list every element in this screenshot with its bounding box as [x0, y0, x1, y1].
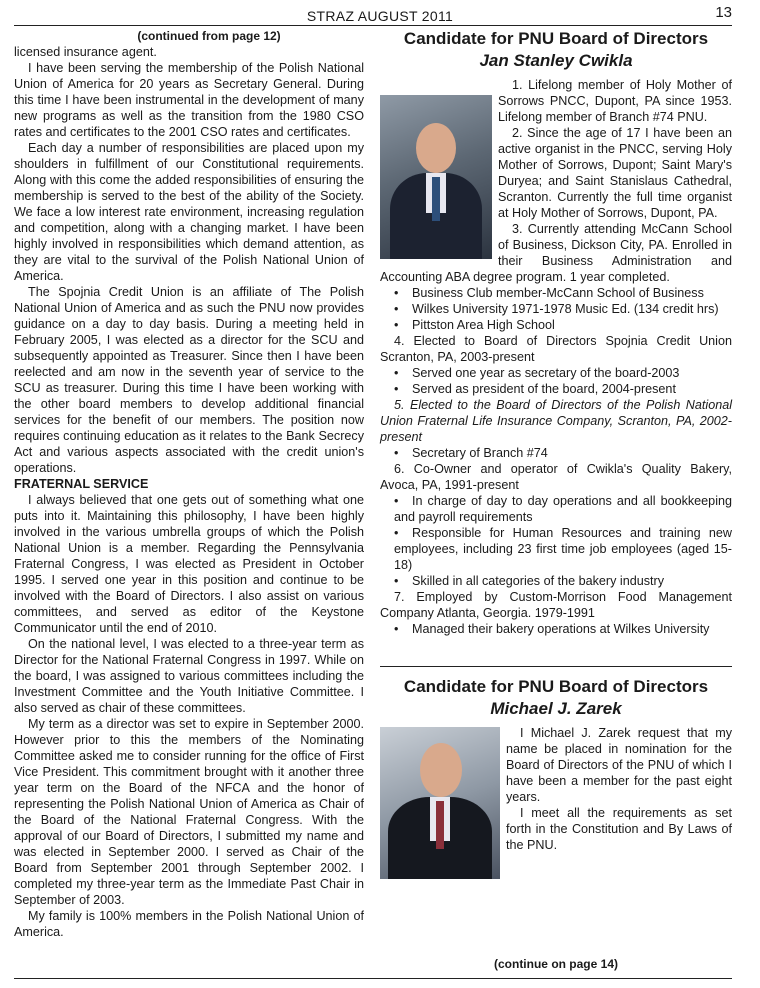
bullet-item: • Managed their bakery operations at Wilkes University [394, 622, 710, 636]
newspaper-header-title: STRAZ AUGUST 2011 [306, 8, 454, 24]
paragraph: The Spojnia Credit Union is an affiliate of The Polish National Union of America and as such the PNU now provides guidance on a day to day basis. During a meeting held in February 2005, I was elected as a director for the SCU and subsequently appointed as Treasurer. Since then I have been reelected and am now in the seventh year of service to the SCU as treasurer. During this time I have been working with the other board members to develop additional financial services for the benefit of our members. The position now requires continuing education as it relates to the Bank Secrecy Act and various aspects associated with the credit union's operations. [14, 285, 364, 475]
bullet-item: • Skilled in all categories of the bakery industry [394, 574, 665, 588]
candidate-photo-zarek [380, 727, 500, 879]
paragraph: My family is 100% members in the Polish National Union of America. [14, 909, 364, 939]
bullet-item: • Pittston Area High School [394, 318, 555, 332]
left-column-article [14, 28, 364, 940]
candidate-heading: Candidate for PNU Board of Directors [403, 29, 709, 48]
candidate-zarek-section [380, 676, 732, 881]
list-item: 5. Elected to the Board of Directors of the Polish National Union Fraternal Life Insurance Company, Scranton, PA, 2002-present [380, 398, 732, 444]
bullet-item: • Responsible for Human Resources and training new employees, including 23 first time job employees (aged 15-18) [394, 526, 732, 572]
paragraph: On the national level, I was elected to a three-year term as Director for the National Fraternal Congress in 1997. While on the board, I was assigned to various committees including the Investment Committee and the Youth Initiative Committee. I also served as chair of these committees. [14, 637, 364, 715]
paragraph: Each day a number of responsibilities are placed upon my shoulders in fulfillment of our Constitutional requirements. Along with this come the added responsibilities of ensuring the membership is served to the best of the ability of the Society. We face a low interest rate environment, increasing regulation and competition, along with a changing market. I have been highly involved in responsibilities which demand attention, as they are vital to the survival of the Polish National Union of America. [14, 141, 364, 283]
candidate-name: Jan Stanley Cwikla [479, 51, 633, 70]
paragraph: I always believed that one gets out of something what one puts into it. Maintaining this philosophy, I have been highly involved in the various umbrella groups of which the Polish National Union is a member. Regarding the Pennsylvania Fraternal Congress, I was elected as President in October 1995. I served one year in this position and continue to be involved with the Board of Directors. I also assist on various committees, and served as editor of the Keystone Communicator until the end of 2010. [14, 493, 364, 635]
tie-shape [436, 801, 444, 849]
candidate-heading: Candidate for PNU Board of Directors [403, 677, 709, 696]
head-shape [420, 743, 462, 797]
bullet-item: • Wilkes University 1971-1978 Music Ed. (134 credit hrs) [394, 302, 719, 316]
list-item: 4. Elected to Board of Directors Spojnia Credit Union Scranton, PA, 2003-present [380, 334, 732, 364]
header-rule [14, 25, 732, 26]
bullet-item: • Served one year as secretary of the board-2003 [394, 366, 680, 380]
paragraph: I Michael J. Zarek request that my name be placed in nomination for the Board of Directors of the PNU of which I have been a member for the past eight years. [506, 726, 732, 804]
page-number: 13 [715, 4, 732, 21]
paragraph [380, 77, 732, 125]
tie-shape [432, 177, 440, 221]
list-item: 2. Since the age of 17 I have been an active organist in the PNCC, serving Holy Mother of Sorrows, Dupont; Saint Mary's Duryea; and Saint Stanislaus Cathedral, Scranton. Currently the full time organist at Holy Mother of Sorrows, Dupont, PA. [498, 126, 732, 220]
bullet-item: • Served as president of the board, 2004-present [394, 382, 676, 396]
paragraph: I meet all the requirements as set forth in the Constitution and By Laws of the PNU. [506, 806, 732, 852]
section-divider [380, 666, 732, 667]
section-heading: FRATERNAL SERVICE [14, 477, 149, 491]
candidate-photo-cwikla [380, 95, 492, 259]
candidate-cwikla-section [380, 28, 732, 637]
bullet-item: • In charge of day to day operations and all bookkeeping and payroll requirements [394, 494, 732, 524]
list-item: 3. Currently attending McCann School of Business, Dickson City, PA. Enrolled in their Business Administration and Accounting ABA degree program. 1 year completed. [380, 222, 732, 284]
list-item: 6. Co-Owner and operator of Cwikla's Quality Bakery, Avoca, PA, 1991-present [380, 462, 732, 492]
paragraph: My term as a director was set to expire in September 2000. However prior to this the members of the Nominating Committee asked me to consider running for the office of First Vice President. This commitment brought with it another three year term on the Board of the NFCA and the honor of representing the Polish National Union of America as Chair of the Board of the National Fraternal Congress. With the approval of our Board of Directors, I submitted my name and was elected in September 2000. I served as Chair of the Board from September 2001 through September 2002. I completed my three-year term as the Immediate Past Chair in September of 2003. [14, 717, 364, 907]
paragraph: I have been serving the membership of the Polish National Union of America for 20 years as Secretary General. During this time I have been instrumental in the development of many new programs as well as the transition from the 1980 CSO rates and certificates to the 2001 CSO rates and certificates. [14, 61, 364, 139]
footer-rule [14, 978, 732, 979]
continue-on-note: (continue on page 14) [493, 957, 618, 971]
bullet-item: • Secretary of Branch #74 [394, 446, 548, 460]
list-item: 1. Lifelong member of Holy Mother of Sorrows PNCC, Dupont, PA since 1953. Lifelong member of Branch #74 PNU. [498, 78, 732, 124]
head-shape [416, 123, 456, 173]
continued-from-note: (continued from page 12) [137, 29, 281, 43]
paragraph: licensed insurance agent. [14, 45, 157, 59]
bullet-item: • Business Club member-McCann School of Business [394, 286, 704, 300]
list-item: 7. Employed by Custom-Morrison Food Management Company Atlanta, Georgia. 1979-1991 [380, 590, 732, 620]
candidate-name: Michael J. Zarek [490, 699, 622, 718]
